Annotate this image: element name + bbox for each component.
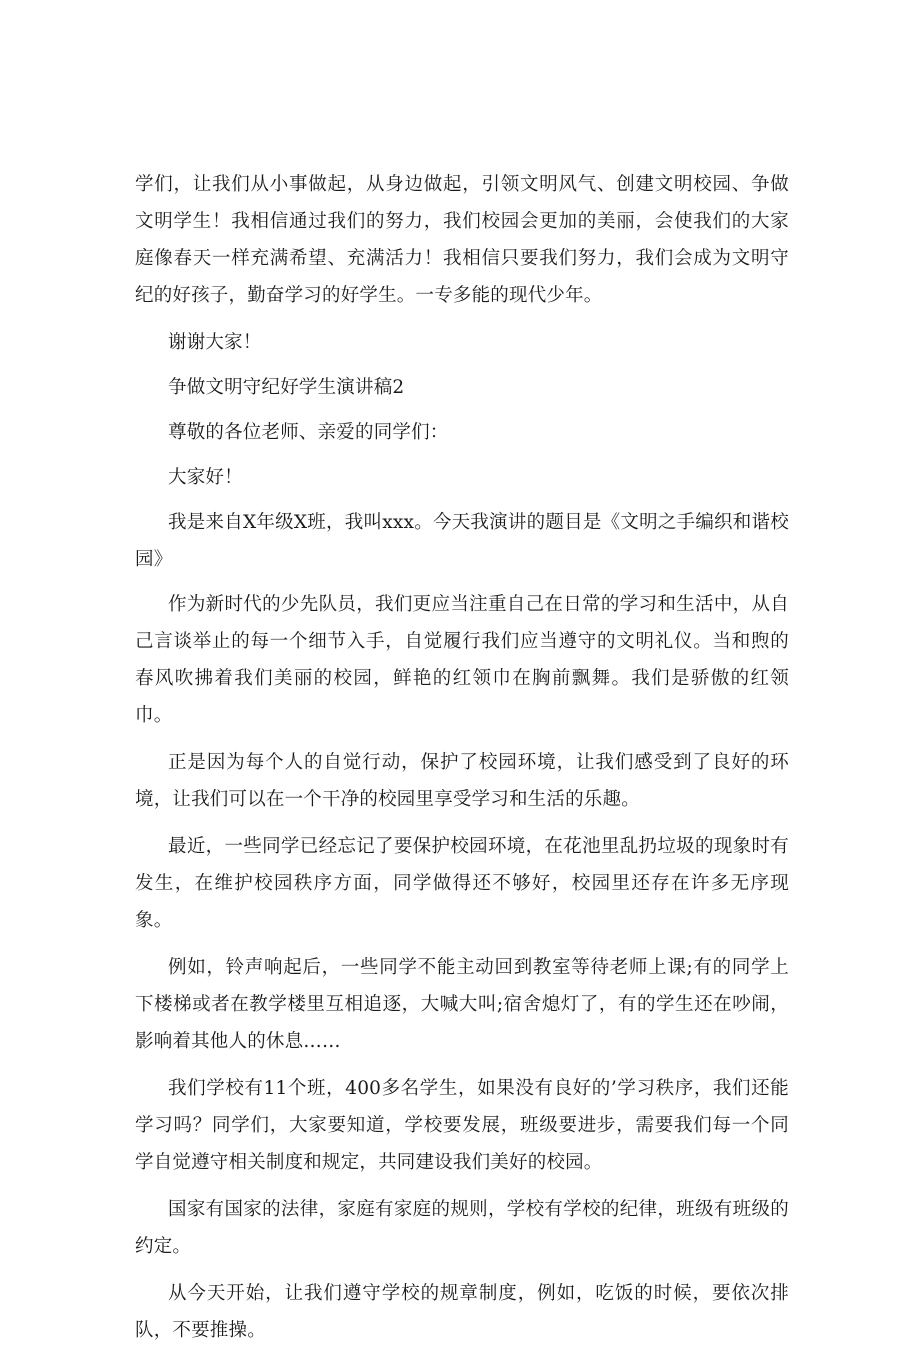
paragraph-body: 我们学校有11个班，400多名学生，如果没有良好的’学习秩序，我们还能学习吗？同学们，大家要知道，学校要发展，班级要进步，需要我们每一个同学自觉遵守相关制度和规定，共同建设我们美好的校园。 xyxy=(135,1078,789,1173)
paragraph-body: 从今天开始，让我们遵守学校的规章制度，例如，吃饭的时候，要依次排队，不要推操。 xyxy=(135,1283,789,1341)
paragraph-salutation: 尊敬的各位老师、亲爱的同学们： xyxy=(168,422,449,443)
document-body xyxy=(135,166,789,1359)
paragraph-thanks: 谢谢大家！ xyxy=(168,332,262,353)
speech-title: 争做文明守纪好学生演讲稿2 xyxy=(168,377,405,398)
paragraph-body: 作为新时代的少先队员，我们更应当注重自己在日常的学习和生活中，从自己言谈举止的每一个细节入手，自觉履行我们应当遵守的文明礼仪。当和煦的春风吹拂着我们美丽的校园，鲜艳的红领巾在胸前飘舞。我们是骄傲的红领巾。 xyxy=(135,594,789,726)
paragraph-body: 例如，铃声响起后，一些同学不能主动回到教室等待老师上课;有的同学上下楼梯或者在教学楼里互相追逐，大喊大叫;宿舍熄灯了，有的学生还在吵闹，影响着其他人的休息…… xyxy=(135,957,789,1052)
paragraph-intro: 我是来自X年级X班，我叫xxx。今天我演讲的题目是《文明之手编织和谐校园》 xyxy=(135,512,789,570)
paragraph-greeting: 大家好！ xyxy=(168,467,243,488)
paragraph-body: 最近，一些同学已经忘记了要保护校园环境，在花池里乱扔垃圾的现象时有发生，在维护校园秩序方面，同学做得还不够好，校园里还存在许多无序现象。 xyxy=(135,836,789,931)
paragraph-body: 正是因为每个人的自觉行动，保护了校园环境，让我们感受到了良好的环境，让我们可以在一个干净的校园里享受学习和生活的乐趣。 xyxy=(135,752,789,810)
paragraph-body: 国家有国家的法律，家庭有家庭的规则，学校有学校的纪律，班级有班级的约定。 xyxy=(135,1199,789,1257)
paragraph-continuation: 学们，让我们从小事做起，从身边做起，引领文明风气、创建文明校园、争做文明学生！我相信通过我们的努力，我们校园会更加的美丽，会使我们的大家庭像春天一样充满希望、充满活力！我相信只要我们努力，我们会成为文明守纪的好孩子，勤奋学习的好学生。一专多能的现代少年。 xyxy=(135,174,789,306)
